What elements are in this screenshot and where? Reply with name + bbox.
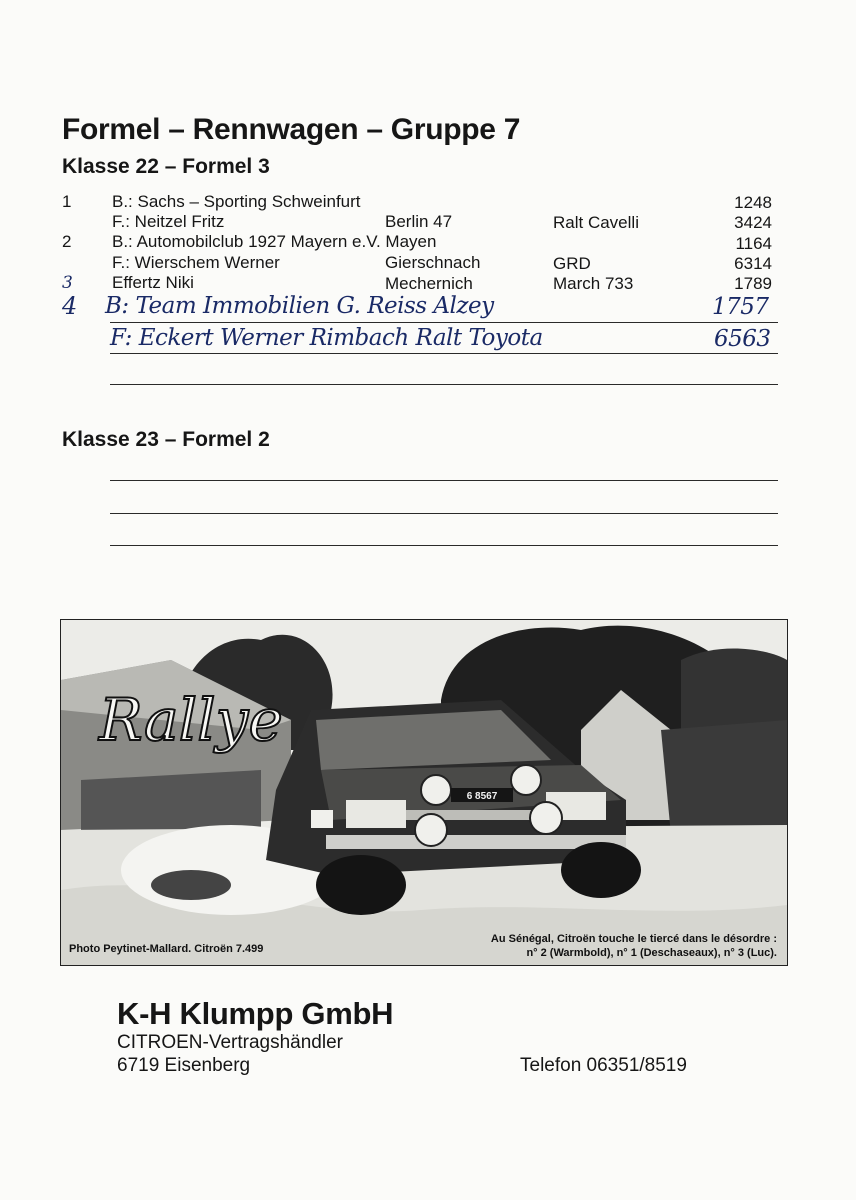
- entry-name: F.: Wierschem Werner: [112, 253, 280, 272]
- photo-credit: Photo Peytinet-Mallard. Citroën 7.499: [69, 943, 264, 955]
- entry-line: [110, 480, 778, 481]
- photo-caption-line-1: Au Sénégal, Citroën touche le tiercé dans le désordre :: [490, 933, 777, 945]
- entry-car: Ralt Cavelli: [553, 213, 639, 232]
- entry-city: Berlin 47: [385, 212, 453, 231]
- entry-number: 1: [62, 192, 72, 211]
- entry-car: March 733: [553, 274, 634, 293]
- company-name: K-H Klumpp GmbH: [117, 996, 394, 1031]
- entry-name: B.: Automobilclub 1927 Mayern e.V. Mayen: [112, 232, 437, 251]
- entry-value: 3424: [734, 213, 772, 232]
- page-title: Formel – Rennwagen – Gruppe 7: [62, 113, 521, 146]
- handwritten-value-1: 1757: [712, 294, 769, 320]
- entry-value: 1248: [734, 193, 772, 212]
- entry-number: 2: [62, 232, 72, 251]
- entry-name: Effertz Niki: [112, 273, 194, 292]
- entry-value: 1164: [735, 234, 772, 253]
- entry-number: 3: [62, 273, 73, 293]
- license-plate: 6 8567: [466, 791, 498, 802]
- handwritten-value-2: 6563: [714, 326, 771, 352]
- rallye-logo: Rallye: [99, 686, 283, 754]
- entry-city: Gierschnach: [385, 253, 481, 272]
- photo-caption-line-2: n° 2 (Warmbold), n° 1 (Deschaseaux), n° 3 (Luc).: [526, 947, 777, 959]
- entry-city: Mechernich: [385, 274, 473, 293]
- company-address: 6719 Eisenberg: [117, 1055, 251, 1076]
- class-23-heading: Klasse 23 – Formel 2: [62, 428, 270, 451]
- entry-value: 1789: [734, 274, 772, 293]
- entry-line: [110, 513, 778, 514]
- entry-value: 6314: [734, 254, 772, 273]
- company-line-1: CITROEN-Vertragshändler: [117, 1032, 343, 1053]
- entry-name: F.: Neitzel Fritz: [112, 212, 225, 231]
- rally-car-image: [61, 620, 787, 965]
- company-phone: Telefon 06351/8519: [520, 1055, 687, 1076]
- class-22-heading: Klasse 22 – Formel 3: [62, 155, 270, 178]
- handwritten-number: 4: [62, 292, 77, 320]
- handwritten-line-1: B: Team Immobilien G. Reiss Alzey: [105, 293, 494, 319]
- entry-line: [110, 322, 778, 323]
- entry-line: [110, 353, 778, 354]
- rally-photo: [60, 619, 788, 966]
- entry-line: [110, 545, 778, 546]
- entry-line: [110, 384, 778, 385]
- entry-car: GRD: [553, 254, 591, 273]
- entry-name: B.: Sachs – Sporting Schweinfurt: [112, 192, 361, 211]
- handwritten-line-2: F: Eckert Werner Rimbach Ralt Toyota: [110, 325, 543, 351]
